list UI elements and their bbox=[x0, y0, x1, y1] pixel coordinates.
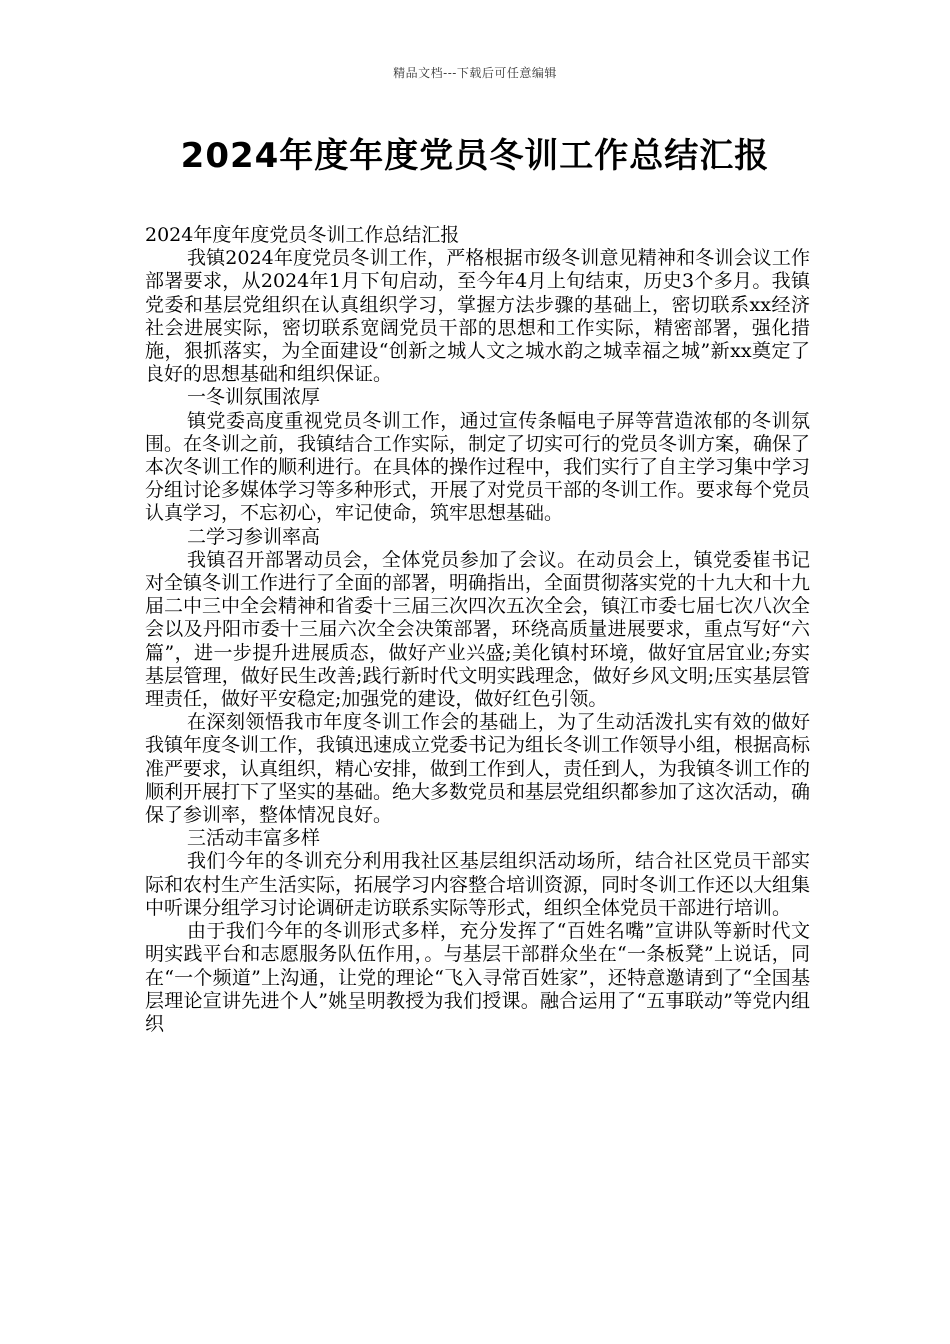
section-heading-1: 一冬训氛围浓厚 bbox=[187, 386, 321, 409]
paragraph-leadership: 在深刻领悟我市年度冬训工作会的基础上，为了生动活泼扎实有效的做好我镇年度冬训工作，我镇迅速成立党委书记为组长冬训工作领导小组，根据高标准严要求，认真组织，精心安排，做到工作到人，责任到人，为我镇冬训工作的顺利开展打下了坚实的基础。绝大多数党员和基层党组织都参加了这次活动，确保了参训率，整体情况良好。 bbox=[145, 711, 811, 827]
paragraph-atmosphere: 镇党委高度重视党员冬训工作，通过宣传条幅电子屏等营造浓郁的冬训氛围。在冬训之前，我镇结合工作实际，制定了切实可行的党员冬训方案，确保了本次冬训工作的顺利进行。在具体的操作过程中，我们实行了自主学习集中学习分组讨论多媒体学习等多种形式，开展了对党员干部的冬训工作。要求每个党员认真学习，不忘初心，牢记使命，筑牢思想基础。 bbox=[145, 409, 811, 525]
document-title: 2024年度年度党员冬训工作总结汇报 bbox=[180, 136, 770, 176]
document-body bbox=[145, 224, 810, 1036]
paragraph-activities: 我们今年的冬训充分利用我社区基层组织活动场所，结合社区党员干部实际和农村生产生活实际，拓展学习内容整合培训资源，同时冬训工作还以大组集中听课分组学习讨论调研走访联系实际等形式，组织全体党员干部进行培训。 bbox=[145, 850, 811, 919]
page-header-note: 精品文档---下载后可任意编辑 bbox=[393, 66, 557, 80]
paragraph-intro: 我镇2024年度党员冬训工作，严格根据市级冬训意见精神和冬训会议工作部署要求，从2024年1月下旬启动，至今年4月上旬结束，历史3个多月。我镇党委和基层党组织在认真组织学习，掌握方法步骤的基础上，密切联系xx经济社会进展实际，密切联系宽阔党员干部的思想和工作实际，精密部署，强化措施，狠抓落实，为全面建设“创新之城人文之城水韵之城幸福之城”新xx奠定了良好的思想基础和组织保证。 bbox=[145, 247, 811, 386]
section-heading-2: 二学习参训率高 bbox=[187, 525, 321, 548]
paragraph-mobilization: 我镇召开部署动员会，全体党员参加了会议。在动员会上，镇党委崔书记对全镇冬训工作进行了全面的部署，明确指出，全面贯彻落实党的十九大和十九届二中三中全会精神和省委十三届三次四次五次全会，镇江市委七届七次八次全会以及丹阳市委十三届六次全会决策部署，环绕高质量进展要求，重点写好“六篇”，进一步提升进展质态，做好产业兴盛;美化镇村环境，做好宜居宜业;夯实基层管理，做好民生改善;践行新时代文明实践理念，做好乡风文明;压实基层管理责任，做好平安稳定;加强党的建设，做好红色引领。 bbox=[145, 548, 811, 711]
section-heading-3: 三活动丰富多样 bbox=[187, 827, 321, 850]
paragraph-forms: 由于我们今年的冬训形式多样，充分发挥了“百姓名嘴”宣讲队等新时代文明实践平台和志愿服务队伍作用，。与基层干部群众坐在“一条板凳”上说话，同在“一个频道”上沟通，让党的理论“飞入寻常百姓家”，还特意邀请到了“全国基层理论宣讲先进个人”姚呈明教授为我们授课。融合运用了“五事联动”等党内组织 bbox=[145, 920, 810, 1035]
body-subtitle: 2024年度年度党员冬训工作总结汇报 bbox=[145, 224, 460, 246]
